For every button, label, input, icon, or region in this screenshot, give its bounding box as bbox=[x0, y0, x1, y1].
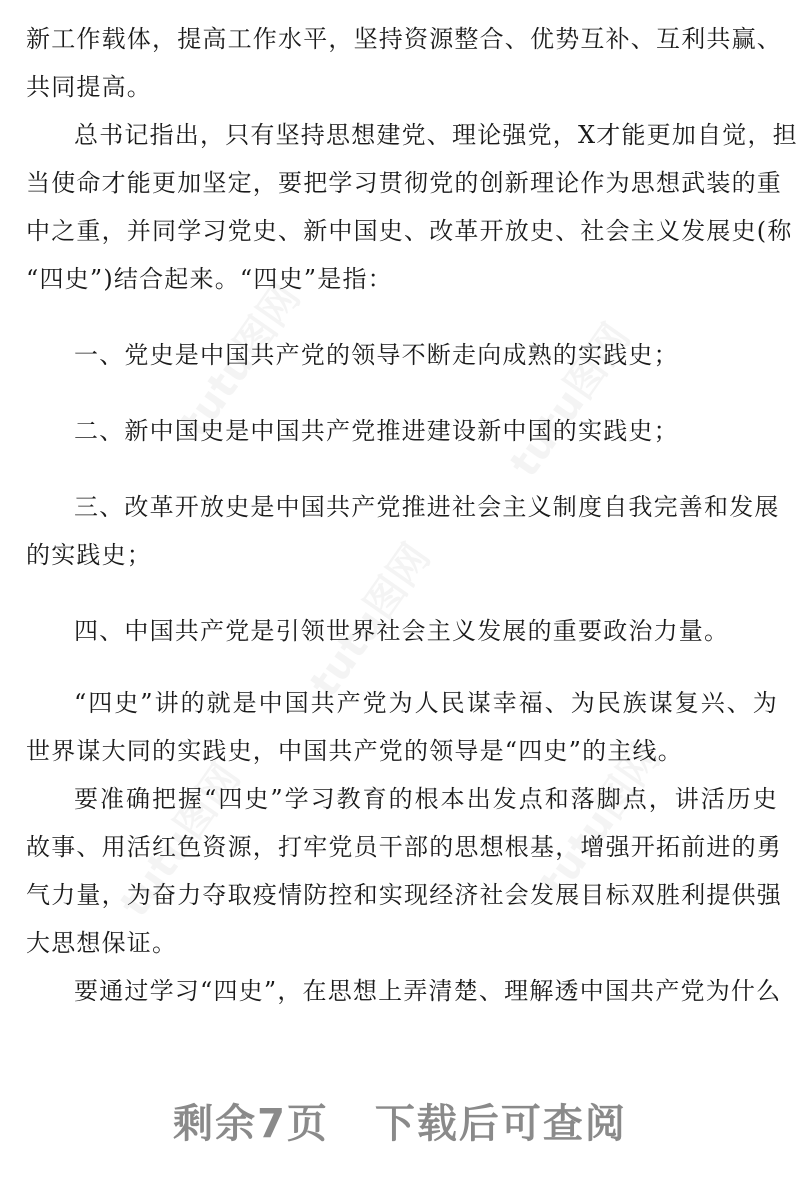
text-line: “四史”讲的就是中国共产党为人民谋幸福、为民族谋复兴、为 bbox=[74, 689, 778, 717]
text-line: 要通过学习“四史”，在思想上弄清楚、理解透中国共产党为什么 bbox=[74, 977, 782, 1005]
list-item: 四、中国共产党是引领世界社会主义发展的重要政治力量。 bbox=[74, 617, 730, 645]
text-line-clipped bbox=[26, 0, 778, 16]
text-line: 故事、用活红色资源，打牢党员干部的思想根基，增强开拓前进的勇 bbox=[26, 833, 782, 861]
download-to-view-label: 下载后可查阅 bbox=[374, 1101, 627, 1147]
clipped-text bbox=[26, 0, 51, 15]
text-line: “四史”)结合起来。“四史”是指： bbox=[26, 265, 393, 293]
list-item: 三、改革开放史是中国共产党推进社会主义制度自我完善和发展 bbox=[74, 493, 780, 521]
text-line: 世界谋大同的实践史，中国共产党的领导是“四史”的主线。 bbox=[26, 737, 683, 765]
text-line: 总书记指出，只有坚持思想建党、理论强党，X才能更加自觉，担 bbox=[74, 121, 798, 149]
text-line: 大思想保证。 bbox=[26, 929, 178, 957]
list-item: 二、新中国史是中国共产党推进建设新中国的实践史； bbox=[74, 417, 679, 445]
list-item: 一、党史是中国共产党的领导不断走向成熟的实践史； bbox=[74, 341, 679, 369]
text-line: 当使命才能更加坚定，要把学习贯彻党的创新理论作为思想武装的重 bbox=[26, 169, 782, 197]
text-line: 气力量，为奋力夺取疫情防控和实现经济社会发展目标双胜利提供强 bbox=[26, 881, 782, 909]
text-line: 新工作载体，提高工作水平，坚持资源整合、优势互补、互利共赢、 bbox=[26, 25, 782, 53]
text-line: 的实践史； bbox=[26, 541, 152, 569]
remaining-pages-label: 剩余7页 bbox=[173, 1101, 329, 1147]
download-prompt[interactable] bbox=[0, 1092, 800, 1149]
text-line: 共同提高。 bbox=[26, 73, 152, 101]
text-line: 中之重，并同学习党史、新中国史、改革开放史、社会主义发展史(称 bbox=[26, 217, 793, 245]
watermark bbox=[494, 310, 641, 486]
text-line: 要准确把握“四史”学习教育的根本出发点和落脚点，讲活历史 bbox=[74, 785, 778, 813]
